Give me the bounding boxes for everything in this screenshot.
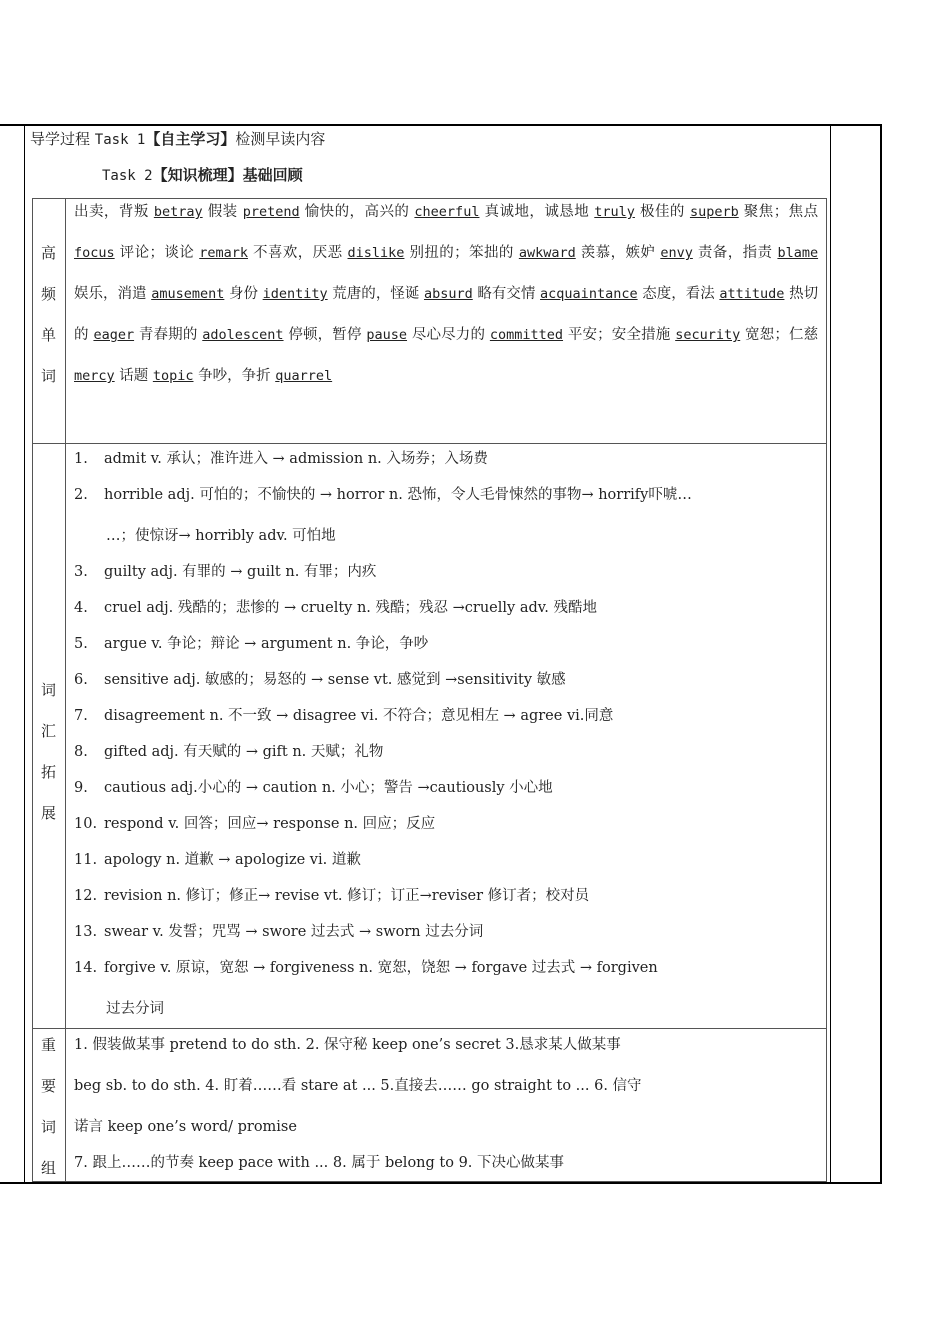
vocab-text: argue v. 争论；辩论 → argument n. 争论，争吵 (104, 636, 429, 652)
vocab-number: 14. (74, 960, 98, 976)
vocab-row (74, 485, 818, 505)
gaopin-en: truly (594, 204, 635, 220)
gaopin-cn: 娱乐，消遣 (74, 286, 152, 302)
gaopin-cn: 话题 (119, 368, 153, 384)
vocab-text: swear v. 发誓；咒骂 → swore 过去式 → sworn 过去分词 (104, 924, 484, 940)
vocab-row (74, 706, 818, 726)
right-margin-line (830, 124, 831, 1184)
gaopin-cn: 出卖，背叛 (74, 204, 154, 220)
vocab-number: 11. (74, 852, 98, 868)
vocab-text: guilty adj. 有罪的 → guilt n. 有罪；内疚 (104, 564, 377, 580)
vocab-number: 9. (74, 780, 88, 796)
gaopin-cn: 身份 (228, 286, 263, 302)
vocab-number: 1. (74, 451, 88, 467)
section-label-zhongyao: 重 要 词 组 (40, 1036, 56, 1177)
gaopin-cn: 不喜欢，厌恶 (253, 245, 348, 261)
gaopin-en: eager (93, 327, 135, 343)
left-margin-line (24, 124, 25, 1184)
vocab-number: 8. (74, 744, 88, 760)
vocab-number: 4. (74, 600, 88, 616)
section-label-cihui: 词 汇 拓 展 (40, 681, 56, 822)
vocab-row (74, 562, 818, 582)
vocab-row (74, 634, 818, 654)
gaopin-en: mercy (74, 368, 115, 384)
vocab-text: cautious adj.小心的 → caution n. 小心；警告 →cautiously 小心地 (104, 780, 553, 796)
gaopin-cn: 愉快的，高兴的 (304, 204, 415, 220)
gaopin-cn: 真诚地，诚恳地 (484, 204, 595, 220)
vocab-row (74, 850, 818, 870)
vocab-row (74, 742, 818, 762)
gaopin-words (74, 192, 818, 397)
gaopin-cn: 羡慕，嫉妒 (580, 245, 661, 261)
vocab-number: 7. (74, 708, 88, 724)
task2-heading: Task 2【知识梳理】基础回顾 (102, 166, 303, 184)
vocab-text: apology n. 道歉 → apologize vi. 道歉 (104, 852, 361, 868)
vocab-text: forgive v. 原谅，宽恕 → forgiveness n. 宽恕，饶恕 → forgave 过去式 → forgiven (104, 960, 658, 976)
gaopin-cn: 聚焦；焦点 (743, 204, 819, 220)
vocab-row (74, 778, 818, 798)
gaopin-cn: 平安；安全措施 (567, 327, 676, 343)
gaopin-cn: 荒唐的，怪诞 (332, 286, 424, 302)
gaopin-en: acquaintance (540, 286, 638, 302)
vocab-number: 5. (74, 636, 88, 652)
gaopin-cn: 青春期的 (138, 327, 203, 343)
vocab-text: admit v. 承认；准许进入 → admission n. 入场券；入场费 (104, 451, 488, 467)
gaopin-cn: 别扭的；笨拙的 (409, 245, 519, 261)
vocab-text: disagreement n. 不一致 → disagree vi. 不符合；意见相左 → agree vi.同意 (104, 708, 614, 724)
gaopin-en: pretend (242, 204, 300, 220)
label-column-divider (65, 198, 66, 1182)
gaopin-en: security (675, 327, 741, 343)
gaopin-en: topic (152, 368, 194, 384)
vocab-row (74, 958, 818, 978)
gaopin-cn: 极佳的 (640, 204, 690, 220)
gaopin-en: focus (74, 245, 115, 261)
gaopin-en: identity (262, 286, 328, 302)
gaopin-en: amusement (151, 286, 225, 302)
vocab-row-continued: …；使惊讶→ horribly adv. 可怕地 (106, 528, 336, 544)
vocab-row-continued: 过去分词 (106, 1001, 164, 1017)
gaopin-cn: 评论；谈论 (119, 245, 200, 261)
gaopin-cn: 停顿，暂停 (288, 327, 367, 343)
gaopin-en: committed (489, 327, 564, 343)
gaopin-en: pause (366, 327, 408, 343)
vocab-number: 12. (74, 888, 98, 904)
gaopin-cn: 责备，指责 (697, 245, 778, 261)
vocab-row (74, 670, 818, 690)
vocab-text: revision n. 修订；修正→ revise vt. 修订；订正→reviser 修订者；校对员 (104, 888, 590, 904)
gaopin-en: envy (660, 245, 693, 261)
row-divider-1 (32, 443, 827, 444)
vocab-row (74, 449, 818, 469)
vocab-number: 6. (74, 672, 88, 688)
gaopin-cn: 争吵，争折 (198, 368, 276, 384)
gaopin-en: absurd (423, 286, 473, 302)
vocab-number: 3. (74, 564, 88, 580)
gaopin-cn: 宽恕；仁慈 (745, 327, 819, 343)
gaopin-cn: 尽心尽力的 (411, 327, 490, 343)
gaopin-en: blame (777, 245, 819, 261)
vocab-text: respond v. 回答；回应→ response n. 回应；反应 (104, 816, 436, 832)
vocab-number: 2. (74, 487, 88, 503)
phrase-line-2: beg sb. to do sth. 4. 盯着……看 stare at ... 5.直接去…… go straight to ... 6. 信守 (74, 1078, 642, 1094)
vocab-text: sensitive adj. 敏感的；易怒的 → sense vt. 感觉到 →sensitivity 敏感 (104, 672, 566, 688)
gaopin-en: superb (689, 204, 739, 220)
gaopin-en: remark (199, 245, 249, 261)
gaopin-cn: 略有交情 (477, 286, 541, 302)
gaopin-en: quarrel (275, 368, 333, 384)
gaopin-cn: 热切的 (74, 286, 819, 343)
gaopin-cn: 态度，看法 (642, 286, 720, 302)
vocab-number: 10. (74, 816, 98, 832)
vocab-text: cruel adj. 残酷的；悲惨的 → cruelty n. 残酷；残忍 →cruelly adv. 残酷地 (104, 600, 597, 616)
vocab-row (74, 886, 818, 906)
phrase-line-1: 1. 假装做某事 pretend to do sth. 2. 保守秘 keep one’s secret 3.恳求某人做某事 (74, 1037, 621, 1053)
gaopin-en: adolescent (202, 327, 284, 343)
vocab-text: gifted adj. 有天赋的 → gift n. 天赋；礼物 (104, 744, 384, 760)
vocab-row (74, 598, 818, 618)
gaopin-cn: 假装 (207, 204, 243, 220)
gaopin-en: dislike (347, 245, 405, 261)
vocab-row (74, 814, 818, 834)
gaopin-en: awkward (518, 245, 576, 261)
gaopin-en: attitude (719, 286, 785, 302)
task1-heading: 导学过程 Task 1【自主学习】检测早读内容 (30, 130, 326, 148)
gaopin-en: cheerful (414, 204, 480, 220)
gaopin-en: betray (153, 204, 203, 220)
phrase-line-4: 7. 跟上……的节奏 keep pace with ... 8. 属于 belong to 9. 下决心做某事 (74, 1155, 565, 1171)
phrase-line-3: 诺言 keep one’s word/ promise (74, 1119, 297, 1135)
vocab-number: 13. (74, 924, 98, 940)
vocab-row (74, 922, 818, 942)
vocab-text: horrible adj. 可怕的；不愉快的 → horror n. 恐怖，令人毛骨悚然的事物→ horrify吓唬… (104, 487, 692, 503)
section-label-gaopin: 高 频 单 词 (40, 244, 56, 385)
